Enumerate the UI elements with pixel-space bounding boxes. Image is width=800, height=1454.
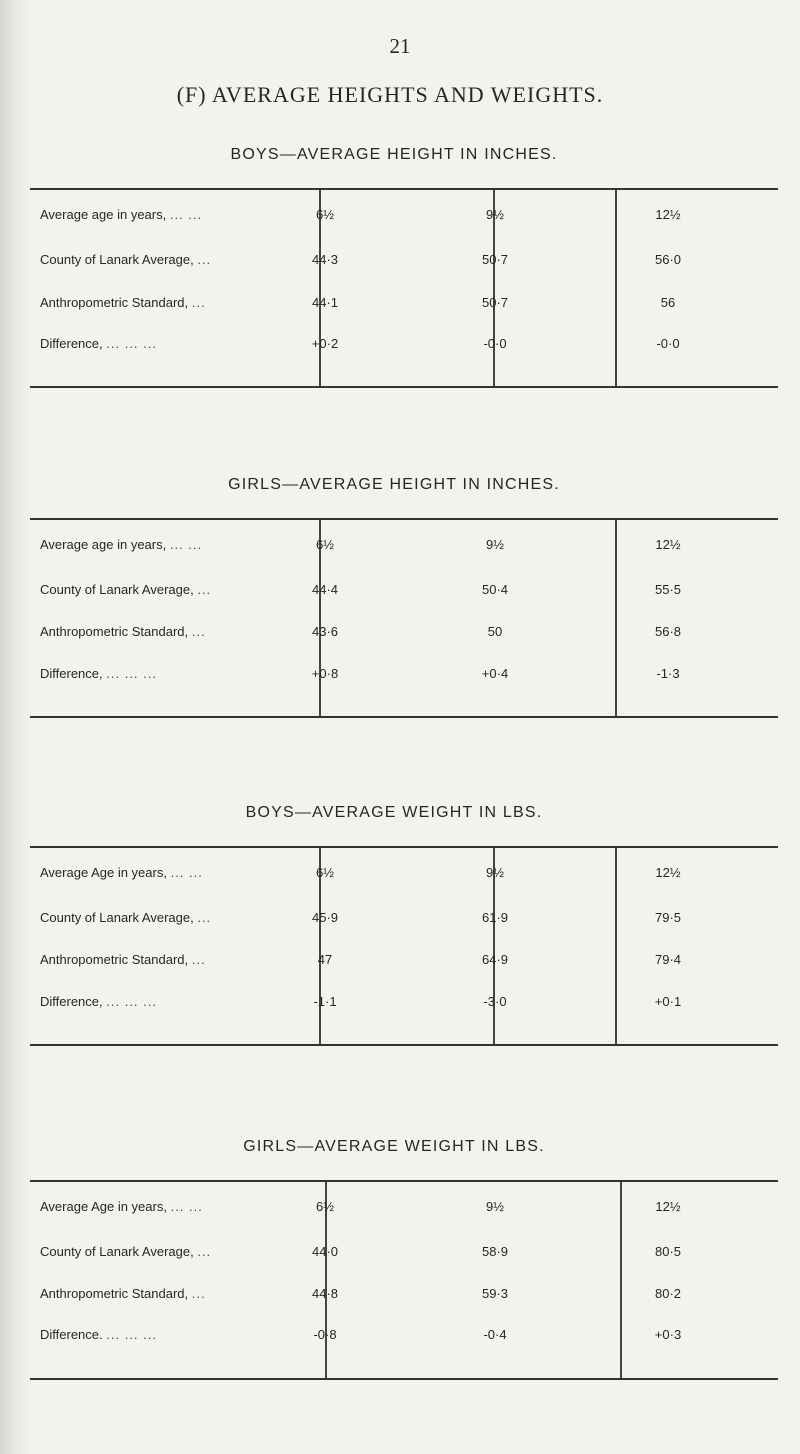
table-cell: +0·3 <box>654 1327 682 1342</box>
table-cell: 9½ <box>485 537 505 552</box>
table-cell: 9½ <box>485 207 505 222</box>
row-label: Difference, ... ... ... <box>40 994 157 1009</box>
girls-height-section <box>30 476 778 718</box>
table-cell: 64·9 <box>481 952 509 967</box>
table-cell: 6½ <box>315 537 335 552</box>
boys-weight-table <box>30 846 778 1046</box>
table-row <box>30 1199 778 1221</box>
table-cell: 55·5 <box>654 582 682 597</box>
girls-weight-table <box>30 1180 778 1380</box>
table-cell: 12½ <box>655 865 681 880</box>
row-label: Anthropometric Standard, ... <box>40 952 206 967</box>
table-cell: +0·1 <box>654 994 682 1009</box>
row-label: County of Lanark Average, ... <box>40 910 212 925</box>
table-cell: 58·9 <box>481 1244 509 1259</box>
table-cell: 79·5 <box>654 910 682 925</box>
table-row <box>30 1286 778 1308</box>
boys-height-table <box>30 188 778 388</box>
table-row <box>30 666 778 688</box>
table-cell: -1·3 <box>656 666 680 681</box>
scan-edge-shadow <box>0 0 34 1454</box>
table-cell: 56·0 <box>654 252 682 267</box>
table-cell: -0·4 <box>483 1327 507 1342</box>
section-title: GIRLS—AVERAGE HEIGHT IN INCHES. <box>228 476 560 493</box>
row-label: Average Age in years, ... ... <box>40 865 203 880</box>
table-cell: +0·8 <box>311 666 339 681</box>
table-cell: 6½ <box>315 865 335 880</box>
table-cell: 50·7 <box>481 252 509 267</box>
table-row <box>30 910 778 932</box>
table-row <box>30 582 778 604</box>
table-cell: 59·3 <box>481 1286 509 1301</box>
table-cell: 12½ <box>655 537 681 552</box>
table-cell: 61·9 <box>481 910 509 925</box>
table-row <box>30 952 778 974</box>
row-label: County of Lanark Average, ... <box>40 252 212 267</box>
table-cell: 44·8 <box>311 1286 339 1301</box>
table-cell: 44·3 <box>311 252 339 267</box>
table-cell: 44·4 <box>311 582 339 597</box>
section-title: BOYS—AVERAGE HEIGHT IN INCHES. <box>230 146 558 163</box>
table-cell: 12½ <box>655 207 681 222</box>
section-title: GIRLS—AVERAGE WEIGHT IN LBS. <box>243 1138 545 1155</box>
table-cell: 44·0 <box>311 1244 339 1259</box>
girls-height-table <box>30 518 778 718</box>
table-row <box>30 994 778 1016</box>
row-label: Anthropometric Standard, ... <box>40 295 206 310</box>
row-label: Average Age in years, ... ... <box>40 1199 203 1214</box>
table-row <box>30 624 778 646</box>
table-cell: 50·4 <box>481 582 509 597</box>
table-row <box>30 252 778 274</box>
table-cell: -3·0 <box>483 994 507 1009</box>
table-cell: 6½ <box>315 1199 335 1214</box>
main-title: (F) AVERAGE HEIGHTS AND WEIGHTS. <box>176 82 604 107</box>
table-cell: -0·0 <box>483 336 507 351</box>
row-label: Difference, ... ... ... <box>40 336 157 351</box>
table-cell: 45·9 <box>311 910 339 925</box>
table-cell: -0·0 <box>656 336 680 351</box>
table-row <box>30 537 778 559</box>
row-label: Anthropometric Standard, ... <box>40 624 206 639</box>
table-row <box>30 1244 778 1266</box>
table-row <box>30 336 778 358</box>
table-cell: 9½ <box>485 1199 505 1214</box>
section-title: BOYS—AVERAGE WEIGHT IN LBS. <box>245 804 543 821</box>
table-cell: 50 <box>487 624 503 639</box>
table-cell: +0·4 <box>481 666 509 681</box>
row-label: Anthropometric Standard, ... <box>40 1286 206 1301</box>
girls-weight-section <box>30 1138 778 1380</box>
page-number: 21 <box>389 34 411 58</box>
table-cell: 12½ <box>655 1199 681 1214</box>
table-cell: 56 <box>660 295 676 310</box>
boys-height-section <box>30 146 778 388</box>
table-row <box>30 1327 778 1349</box>
table-cell: 44·1 <box>311 295 339 310</box>
table-row <box>30 207 778 229</box>
table-cell: 43·6 <box>311 624 339 639</box>
table-row <box>30 295 778 317</box>
table-cell: +0·2 <box>311 336 339 351</box>
table-cell: 79·4 <box>654 952 682 967</box>
row-label: County of Lanark Average, ... <box>40 582 212 597</box>
table-cell: -0·8 <box>313 1327 337 1342</box>
table-cell: 9½ <box>485 865 505 880</box>
table-cell: 47 <box>317 952 333 967</box>
table-cell: 80·5 <box>654 1244 682 1259</box>
row-label: Difference. ... ... ... <box>40 1327 157 1342</box>
boys-weight-section <box>30 804 778 1046</box>
row-label: Average age in years, ... ... <box>40 207 203 222</box>
table-row <box>30 865 778 887</box>
table-cell: 50·7 <box>481 295 509 310</box>
table-cell: -1·1 <box>313 994 337 1009</box>
row-label: Difference, ... ... ... <box>40 666 157 681</box>
table-cell: 6½ <box>315 207 335 222</box>
row-label: Average age in years, ... ... <box>40 537 203 552</box>
row-label: County of Lanark Average, ... <box>40 1244 212 1259</box>
table-cell: 56·8 <box>654 624 682 639</box>
table-cell: 80·2 <box>654 1286 682 1301</box>
